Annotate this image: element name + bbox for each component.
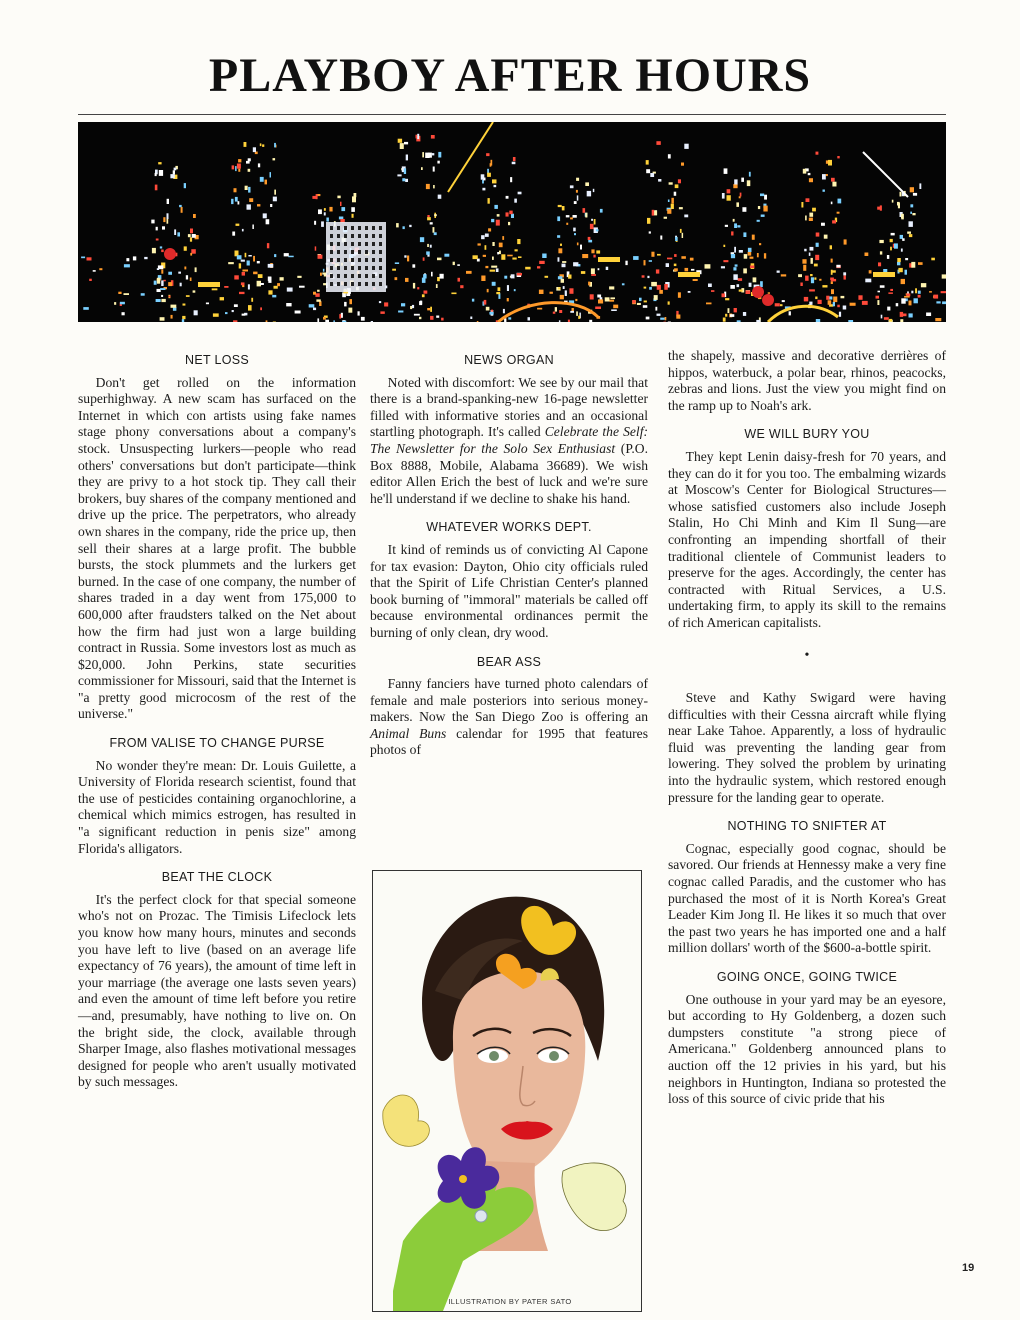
newsletter-title: Celebrate the Self: The Newsletter for the Solo Sex Enthusiast: [370, 424, 648, 456]
article-bear-ass: Fanny fanciers have turned photo calendars of female and male posteriors into serious money-makers. Now the San Diego Zoo is offering an Animal Buns calendar for 1995 that features photos of: [370, 676, 649, 758]
article-going-once: One outhouse in your yard may be an eyesore, but according to Hy Goldenberg, a dozen such dumpsters constitute "a strong piece of Americana." Goldenberg announced plans to auction off the 12 privies in his yard, but his neighbors in Huntington, Indiana so protested the loss of this source of civic pride that his: [668, 991, 946, 1107]
masthead-rule: [78, 114, 946, 115]
column-1: [78, 348, 356, 1101]
illustration-credit: ILLUSTRATION BY PATER SATO: [448, 1297, 572, 1306]
article-net-loss: Don't get rolled on the information superhighway. A new scam has surfaced on the Internet in which con artists using fake names stage phony conversations about a company's stock. Unsuspecting lurkers—people who read others' conversations but don't participate—think they are privy to a hot stock tip. They call their brokers, buy shares of the company mentioned and drive up the price. The perpetrators, who already own shares in the company, ride the price up, then sell their shares at a large profit. The bubble bursts, the stock plummets and the lurkers get burned. In the case of one company, the number of shares traded in a day went from 175,000 to 600,000 after fraudsters talked on the Net about how the firm had just won a large building contract in Russia. Some investors lost as much as $20,000. John Perkins, state securities commissioner for Missouri, said that the Internet is "a pretty good microcosm of the rest of the universe.": [78, 374, 356, 722]
masthead-title: PLAYBOY AFTER HOURS: [208, 49, 812, 102]
woman-butterfly-illustration: [372, 870, 642, 1312]
heading-going-once: GOING ONCE, GOING TWICE: [716, 970, 898, 984]
article-news-organ: Noted with discomfort: We see by our mail that there is a brand-spanking-new 16-page newsletter filled with informative stories and an occasional startling photograph. It's called Celebrate the Self: The Newsletter for the Solo Sex Enthusiast (P.O. Box 8888, Mobile, Alabama 36689). We wish editor Allen Erich the best of luck and we're sure he'll understand if we decline to shake his hand.: [370, 374, 648, 506]
article-bury-you: They kept Lenin daisy-fresh for 70 years, and they can do it for you too. The embalming wizards at Moscow's Center for Biological Structures—whose satisfied customers also include Joseph Stalin, Ho Chi Minh and Kim Il Sung—are confronting an impending shortfall of their traditional clientele of Communist leaders to preserve for the ages. Accordingly, the center has contracted with Ritual Services, a U.S. undertaking firm, to apply its skill to the remains of rich American capitalists.: [668, 448, 946, 630]
article-snifter: Cognac, especially good cognac, should be savored. Our friends at Hennessy make a very fine cognac called Paradis, and the customer who has purchased the most of it is North Korea's Great Leader Kim Jong Il. He likes it so much that over the past two years he has imported one and a half million dollars' worth of the $600-a-bottle spirit.: [668, 840, 946, 956]
heading-net-loss: NET LOSS: [185, 353, 249, 367]
heading-beat-clock: BEAT THE CLOCK: [161, 870, 273, 885]
city-skyline-illustration: [78, 122, 946, 322]
page-number: 19: [962, 1262, 975, 1274]
heading-news-organ: NEWS ORGAN: [464, 353, 554, 367]
column-3: [668, 348, 946, 1118]
heading-valise: FROM VALISE TO CHANGE PURSE: [109, 736, 325, 751]
article-valise: No wonder they're mean: Dr. Louis Guilette, a University of Florida research scientist, found that the use of pesticides containing organochlorine, a chemical which mimics estrogen, has resulted in "a significant reduction in penis size" among Florida's alligators.: [78, 757, 356, 856]
section-bullet: •: [804, 647, 810, 663]
heading-snifter: NOTHING TO SNIFTER AT: [727, 819, 887, 834]
calendar-title: Animal Buns: [370, 725, 447, 741]
article-cessna: Steve and Kathy Swigard were having difficulties with their Cessna aircraft while flying near Lake Tahoe. Apparently, a loss of hydraulic fluid was preventing the landing gear from lowering. They solved the problem by urinating into the hydraulic system, which restored enough pressure for the landing gear to operate.: [668, 690, 946, 805]
heading-whatever: WHATEVER WORKS DEPT.: [426, 520, 592, 535]
article-bear-ass-continued: the shapely, massive and decorative derrières of hippos, waterbuck, a polar bear, rhinos, peacocks, zebras and lions. Just the view you might find on the ramp up to Noah's ark.: [668, 348, 946, 413]
heading-bear-ass: BEAR ASS: [476, 654, 542, 669]
article-beat-clock: It's the perfect clock for that special someone who's not on Prozac. The Timisis Lifeclock lets you know how many hours, minutes and seconds you have left to live (based on an average life expectancy of 76 years), the amount of time left in your marriage (the average one lasts seven years) and even the amount of time left before you retire—and, presumably, have nothing to live on. On the bright side, the clock, available through Sharper Image, also flashes motivational messages designed for people who aren't usually motivated by such messages.: [78, 891, 356, 1090]
heading-bury-you: WE WILL BURY YOU: [744, 427, 870, 442]
column-2: [370, 348, 648, 769]
article-whatever: It kind of reminds us of convicting Al Capone for tax evasion: Dayton, Ohio city officials ruled that the Spirit of Life Christian Center's planned book burning of "immoral" materials be called off because environmental ordinances permit the burning of only clean, dry wood.: [370, 541, 648, 640]
